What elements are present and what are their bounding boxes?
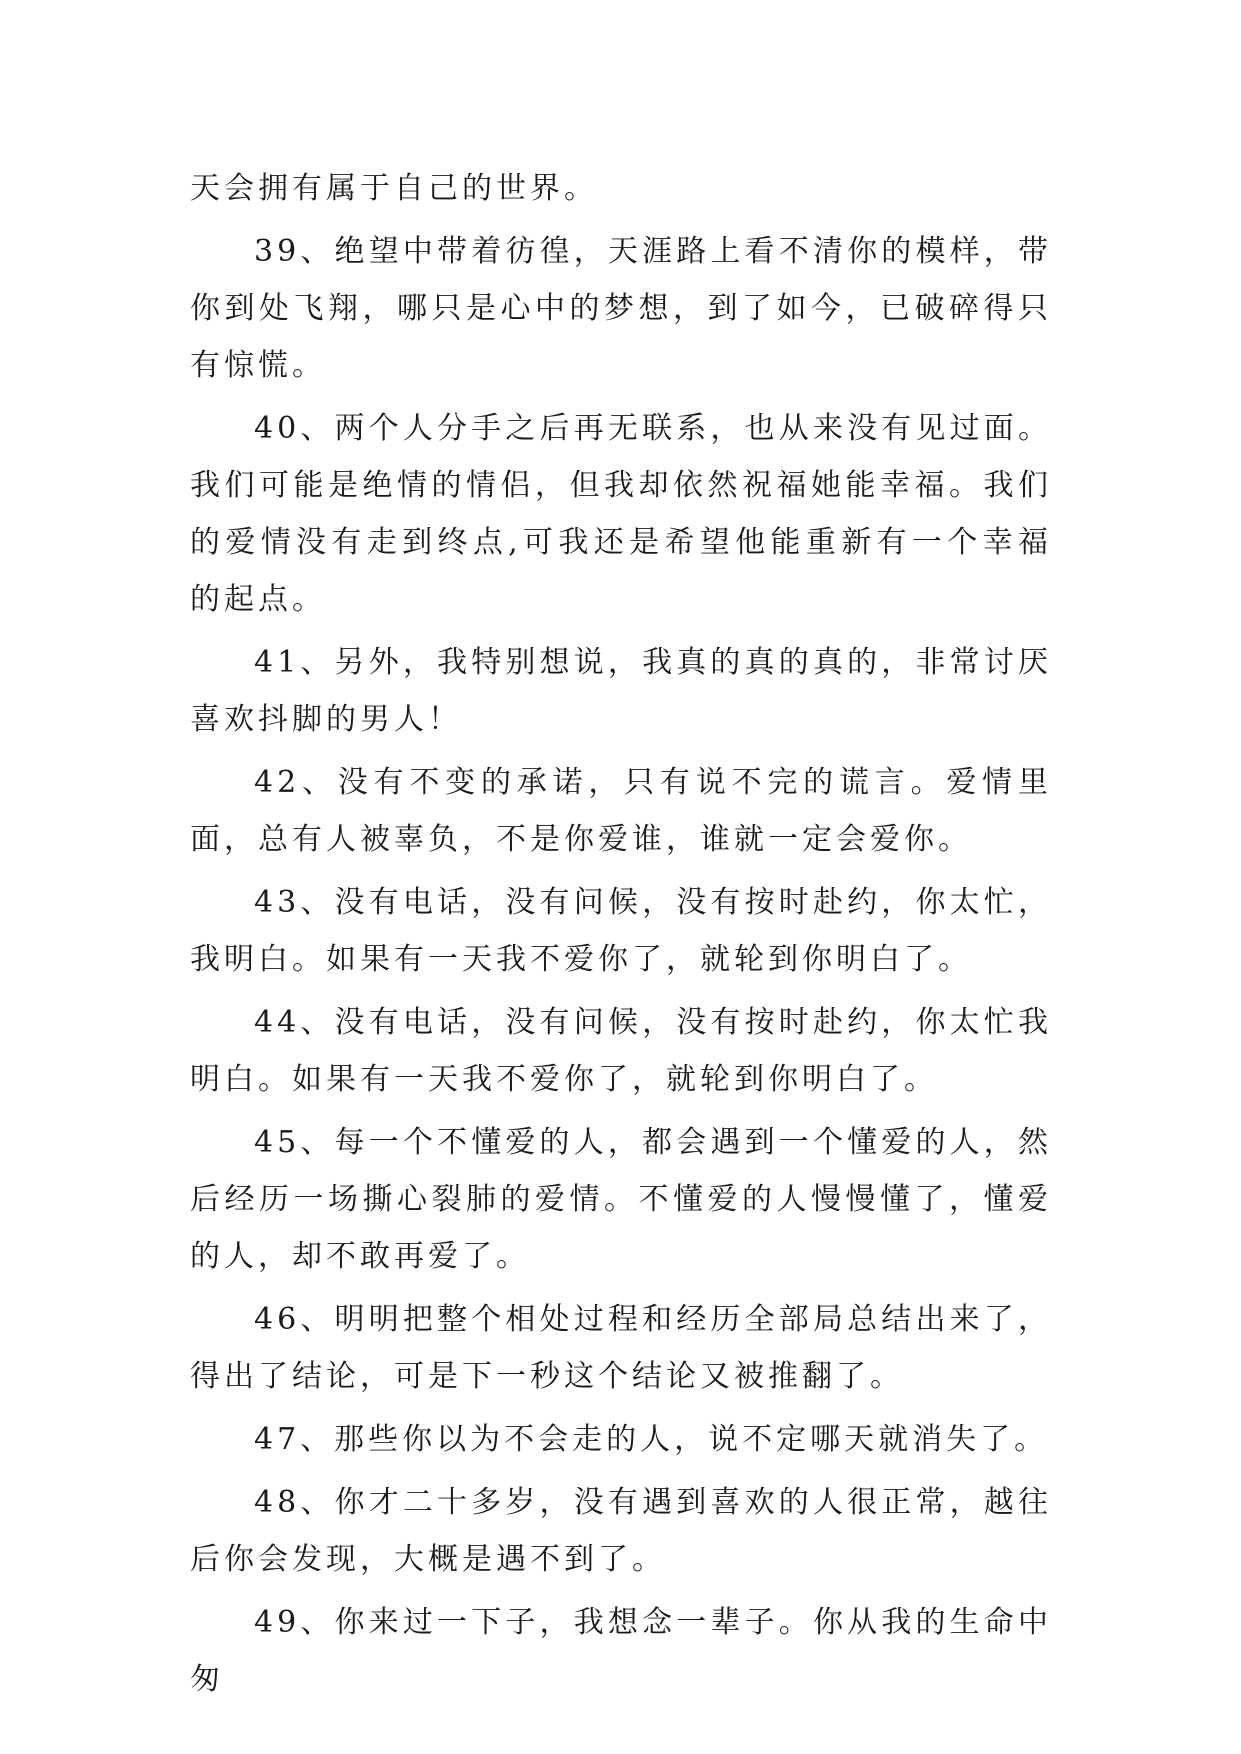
paragraph-44: 44、没有电话，没有问候，没有按时赴约，你太忙我明白。如果有一天我不爱你了，就轮到你明白了。 xyxy=(190,1005,1052,1097)
paragraph-46: 46、明明把整个相处过程和经历全部局总结出来了，得出了结论，可是下一秒这个结论又被推翻了。 xyxy=(190,1302,1052,1394)
paragraph-48: 48、你才二十多岁，没有遇到喜欢的人很正常，越往后你会发现，大概是遇不到了。 xyxy=(190,1485,1052,1577)
paragraph-40: 40、两个人分手之后再无联系，也从来没有见过面。我们可能是绝情的情侣，但我却依然祝福她能幸福。我们的爱情没有走到终点,可我还是希望他能重新有一个幸福的起点。 xyxy=(190,411,1052,617)
paragraph-39: 39、绝望中带着彷徨，天涯路上看不清你的模样，带你到处飞翔，哪只是心中的梦想，到了如今，已破碎得只有惊慌。 xyxy=(190,234,1052,383)
paragraph-49: 49、你来过一下子，我想念一辈子。你从我的生命中匆 xyxy=(190,1605,1052,1697)
paragraph-47: 47、那些你以为不会走的人，说不定哪天就消失了。 xyxy=(254,1422,1049,1457)
paragraph-41: 41、另外，我特别想说，我真的真的真的，非常讨厌喜欢抖脚的男人！ xyxy=(190,645,1052,737)
paragraph-43: 43、没有电话，没有问候，没有按时赴约，你太忙，我明白。如果有一天我不爱你了，就轮到你明白了。 xyxy=(190,885,1052,977)
paragraph-45: 45、每一个不懂爱的人，都会遇到一个懂爱的人，然后经历一场撕心裂肺的爱情。不懂爱的人慢慢懂了，懂爱的人，却不敢再爱了。 xyxy=(190,1125,1052,1274)
paragraph-42: 42、没有不变的承诺，只有说不完的谎言。爱情里面，总有人被辜负，不是你爱谁，谁就一定会爱你。 xyxy=(190,765,1052,857)
paragraph-continued: 天会拥有属于自己的世界。 xyxy=(190,171,598,206)
document-body xyxy=(190,160,1052,1714)
